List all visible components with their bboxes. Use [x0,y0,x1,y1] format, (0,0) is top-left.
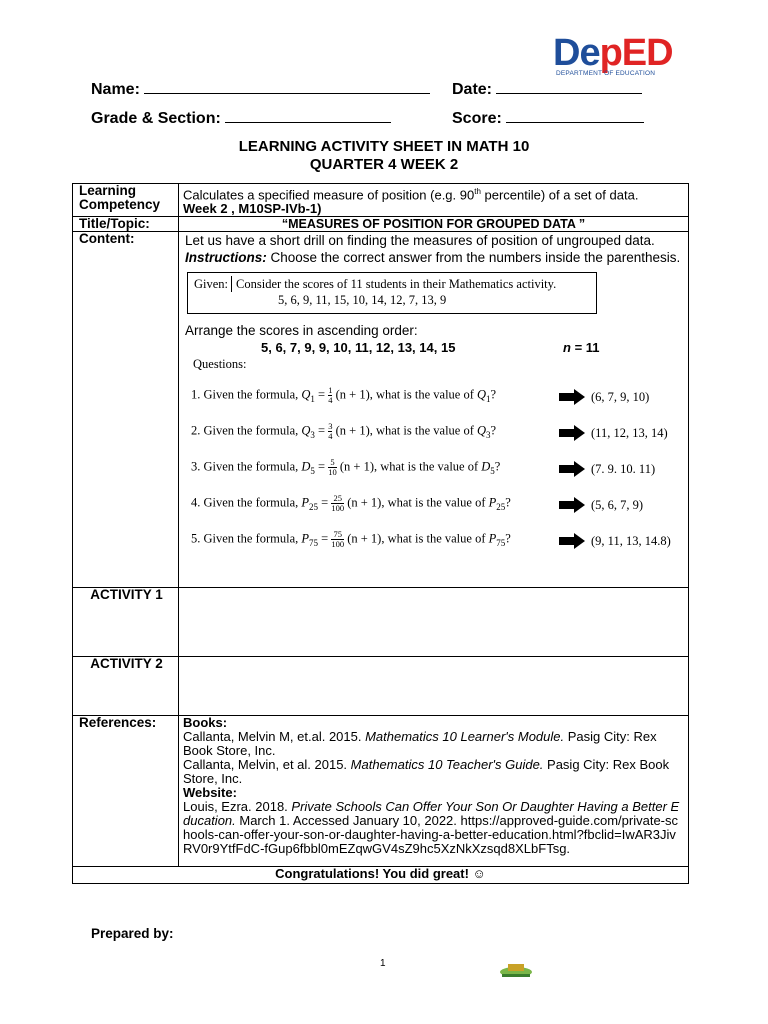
question-text: 4. Given the formula, $P_{25}$ = $\frac{25}{100}$ (n + 1), what is the value of $P_{25}$? [191,493,511,514]
topic-row [73,217,689,232]
sheet-title: LEARNING ACTIVITY SHEET IN MATH 10 [238,138,530,155]
answer-choices[interactable]: (6, 7, 9, 10) [591,389,650,404]
content-row [73,232,689,588]
activity-table [72,183,689,884]
fraction: $\frac{3}{4}$ [328,421,333,442]
sorted-row [185,339,684,356]
congrats-row [73,867,689,884]
activity2-label: ACTIVITY 2 [73,657,179,716]
grade-section-blank[interactable] [225,108,391,123]
logo-wordmark: DepED [553,32,673,74]
arrow-right-icon [559,461,585,477]
books-label: Books: [183,715,228,731]
score-field[interactable] [452,108,644,128]
references-label: References: [73,716,179,867]
topic-text: “MEASURES OF POSITION FOR GROUPED DATA ” [179,217,689,232]
question-item [185,487,684,523]
competency-row [73,184,689,217]
logo-subtitle: DEPARTMENT OF EDUCATION [556,70,656,77]
instructions: Instructions: Choose the correct answer from the numbers inside the parenthesis. [185,250,681,266]
content-label: Content: [73,232,179,588]
arrow-right-icon [559,533,585,549]
given-scores: 5, 6, 9, 11, 15, 10, 14, 12, 7, 13, 9 [278,293,447,308]
topic-label: Title/Topic: [73,217,179,232]
date-label: Date: [452,81,493,98]
question-item [185,523,684,559]
activity2-cell[interactable] [179,657,689,716]
question-item [185,415,684,451]
sorted-scores: 5, 6, 7, 9, 9, 10, 11, 12, 13, 14, 15 [261,340,456,356]
question-text: 3. Given the formula, $D_5$ = $\frac{5}{10}$ (n + 1), what is the value of $D_5$? [191,457,501,478]
arrow-right-icon [559,389,585,405]
content-cell [179,232,689,588]
name-label: Name: [91,81,140,98]
reference-website[interactable]: Louis, Ezra. 2018. Private Schools Can Offer Your Son Or Daughter Having a Better Education. March 1. Accessed January 10, 2022. https://approved-guide.com/private-schools-can-offer-your-son-or-daughter-having-a-better-education.html?fbclid=IwAR3JivRV0r9YtfFdC-fGup6fbbl0mEZqwGV4sZ9hc5XzNkXzsqd8XLbFTsg. [183,799,680,857]
question-item [185,379,684,415]
question-text: 1. Given the formula, $Q_1$ = $\frac{1}{4}$ (n + 1), what is the value of $Q_1$? [191,385,497,406]
questions-label: Questions: [193,357,247,372]
name-field[interactable] [91,79,430,99]
fraction: $\frac{1}{4}$ [328,385,333,406]
reference-book-2: Callanta, Melvin, et al. 2015. Mathematics 10 Teacher's Guide. Pasig City: Rex Book Store, Inc. [183,757,670,787]
grade-section-field[interactable] [91,108,391,128]
n-value: n = 11 [563,340,600,356]
given-box [187,272,597,314]
page-number: 1 [380,958,386,969]
date-field[interactable] [452,79,642,99]
question-text: 5. Given the formula, $P_{75}$ = $\frac{75}{100}$ (n + 1), what is the value of $P_{75}$? [191,529,511,550]
answer-choices[interactable]: (5, 6, 7, 9) [591,497,644,512]
content-intro: Let us have a short drill on finding the measures of position of ungrouped data. [185,233,655,249]
answer-choices[interactable]: (7. 9. 10. 11) [591,461,656,476]
score-label: Score: [452,110,502,127]
fraction: $\frac{5}{10}$ [328,457,337,478]
school-logo-icon [498,960,534,978]
deped-logo [553,32,678,82]
question-text: 2. Given the formula, $Q_3$ = $\frac{3}{4}$ (n + 1), what is the value of $Q_3$? [191,421,497,442]
given-label: Given: [194,276,232,292]
fraction: $\frac{75}{100}$ [331,529,345,550]
activity1-row [73,588,689,657]
congrats-text: Congratulations! You did great! ☺ [73,867,689,884]
competency-text: Calculates a specified measure of position (e.g. 90th percentile) of a set of data. [183,187,639,203]
competency-code: Week 2 , M10SP-IVb-1) [183,201,322,217]
activity2-row [73,657,689,716]
competency-label: Learning Competency [73,184,179,217]
score-blank[interactable] [506,108,644,123]
arrange-text: Arrange the scores in ascending order: [185,323,418,339]
activity1-cell[interactable] [179,588,689,657]
answer-choices[interactable]: (11, 12, 13, 14) [591,425,668,440]
sheet-subtitle: QUARTER 4 WEEK 2 [309,156,459,173]
answer-choices[interactable]: (9, 11, 13, 14.8) [591,533,671,548]
name-blank[interactable] [144,79,430,94]
given-text: Consider the scores of 11 students in their Mathematics activity. [236,277,557,292]
prepared-by: Prepared by: [91,926,174,941]
date-blank[interactable] [496,79,642,94]
arrow-right-icon [559,425,585,441]
reference-book-1: Callanta, Melvin M, et.al. 2015. Mathematics 10 Learner's Module. Pasig City: Rex Book Store, Inc. [183,729,657,759]
question-item [185,451,684,487]
arrow-right-icon [559,497,585,513]
fraction: $\frac{25}{100}$ [331,493,345,514]
references-cell [179,716,689,867]
grade-section-label: Grade & Section: [91,110,221,127]
competency-cell [179,184,689,217]
references-row [73,716,689,867]
website-label: Website: [183,785,237,801]
activity1-label: ACTIVITY 1 [73,588,179,657]
questions-list [185,379,684,559]
